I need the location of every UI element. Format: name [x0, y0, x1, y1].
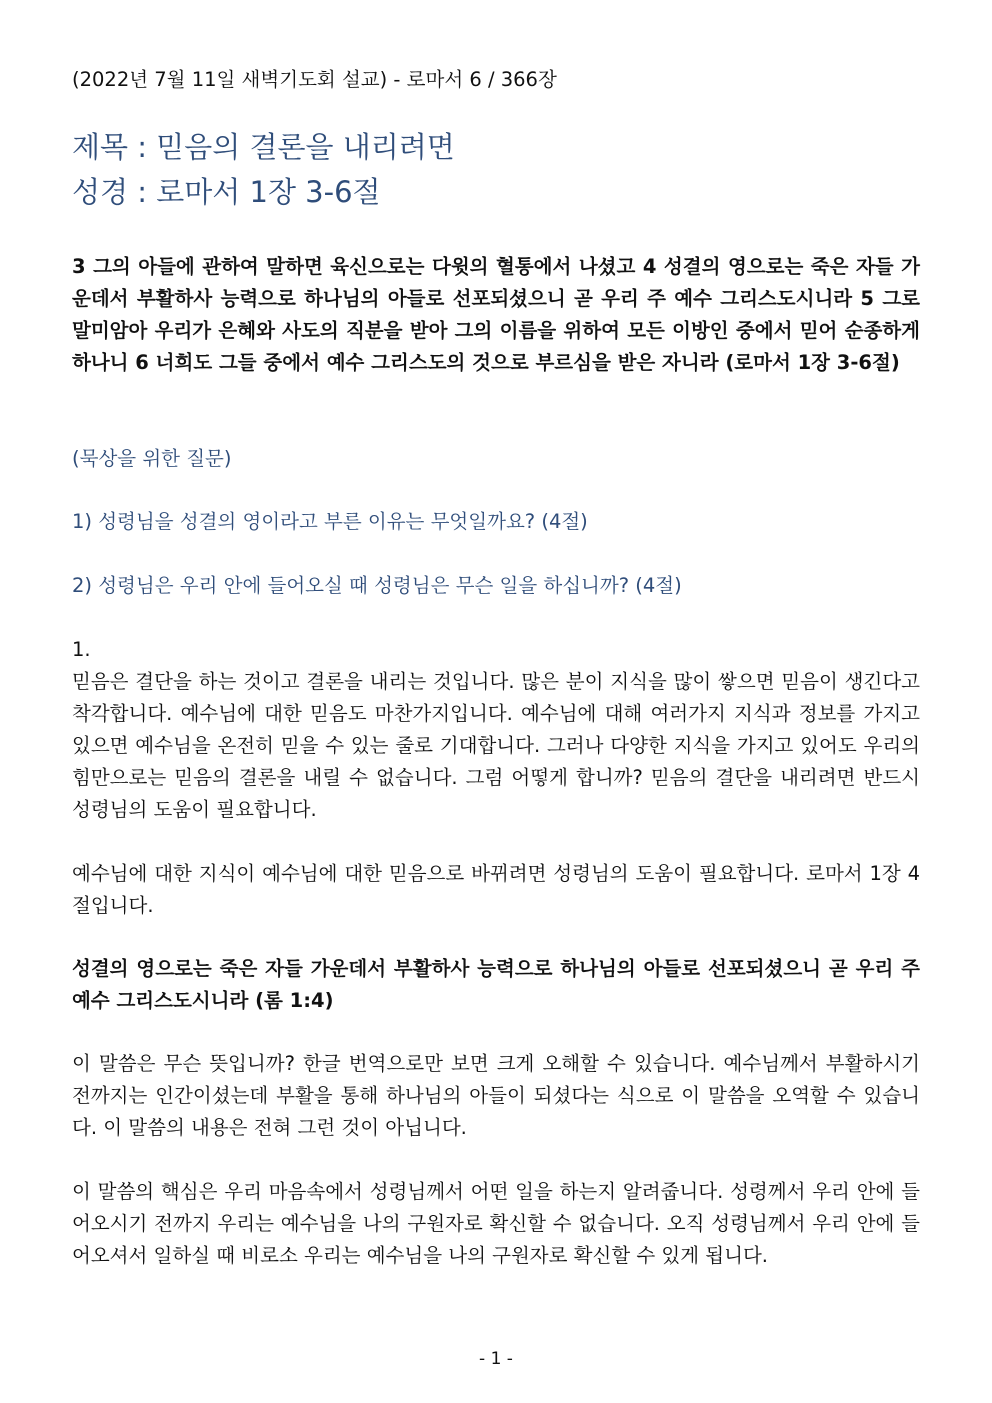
scripture-text: 3 그의 아들에 관하여 말하면 육신으로는 다윗의 혈통에서 나셨고 4 성결의 영으로는 죽은 자들 가운데서 부활하사 능력으로 하나님의 아들로 선포되셨으니 곧 우리 주 예수 그리스도시니라 5 그로 말미암아 우리가 은혜와 사도의 직분을 받아 그의 이름을 위하여 모든 이방인 중에서 믿어 순종하게 하나니 6 너희도 그들 중에서 예수 그리스도의 것으로 부르심을 받은 자니라 (로마서 1장 3-6절) [72, 255, 920, 374]
meditation-question-2: 2) 성령님은 우리 안에 들어오실 때 성령님은 무슨 일을 하십니까? (4절) [72, 574, 682, 597]
page-number: - 1 - [479, 1349, 513, 1369]
body-paragraph-2: 예수님에 대한 지식이 예수님에 대한 믿음으로 바뀌려면 성령님의 도움이 필요합니다. 로마서 1장 4절입니다. [72, 862, 920, 917]
meditation-heading: (묵상을 위한 질문) [72, 447, 232, 470]
body-paragraph-3: 이 말씀은 무슨 뜻입니까? 한글 번역으로만 보면 크게 오해할 수 있습니다. 예수님께서 부활하시기 전까지는 인간이셨는데 부활을 통해 하나님의 아들이 되셨다는 식으로 이 말씀을 오역할 수 있습니다. 이 말씀의 내용은 전혀 그런 것이 아닙니다. [72, 1052, 920, 1139]
body-paragraph-1: 믿음은 결단을 하는 것이고 결론을 내리는 것입니다. 많은 분이 지식을 많이 쌓으면 믿음이 생긴다고 착각합니다. 예수님에 대한 믿음도 마찬가지입니다. 예수님에 대해 여러가지 지식과 정보를 가지고 있으면 예수님을 온전히 믿을 수 있는 줄로 기대합니다. 그러나 다양한 지식을 가지고 있어도 우리의 힘만으로는 믿음의 결론을 내릴 수 없습니다. 그럼 어떻게 합니까? 믿음의 결단을 내리려면 반드시 성령님의 도움이 필요합니다. [72, 670, 920, 821]
sermon-header: (2022년 7월 11일 새벽기도회 설교) - 로마서 6 / 366장 [72, 68, 557, 91]
bible-verse-quote: 성결의 영으로는 죽은 자들 가운데서 부활하사 능력으로 하나님의 아들로 선포되셨으니 곧 우리 주 예수 그리스도시니라 (롬 1:4) [72, 957, 920, 1012]
section-number: 1. [72, 638, 91, 661]
sermon-title: 제목 : 믿음의 결론을 내리려면 [72, 130, 455, 164]
body-paragraph-4: 이 말씀의 핵심은 우리 마음속에서 성령님께서 어떤 일을 하는지 알려줍니다. 성령께서 우리 안에 들어오시기 전까지 우리는 예수님을 나의 구원자로 확신할 수 없습니다. 오직 성령님께서 우리 안에 들어오셔서 일하실 때 비로소 우리는 예수님을 나의 구원자로 확신할 수 있게 됩니다. [72, 1180, 920, 1267]
scripture-reference: 성경 : 로마서 1장 3-6절 [72, 175, 381, 209]
meditation-question-1: 1) 성령님을 성결의 영이라고 부른 이유는 무엇일까요? (4절) [72, 510, 588, 533]
